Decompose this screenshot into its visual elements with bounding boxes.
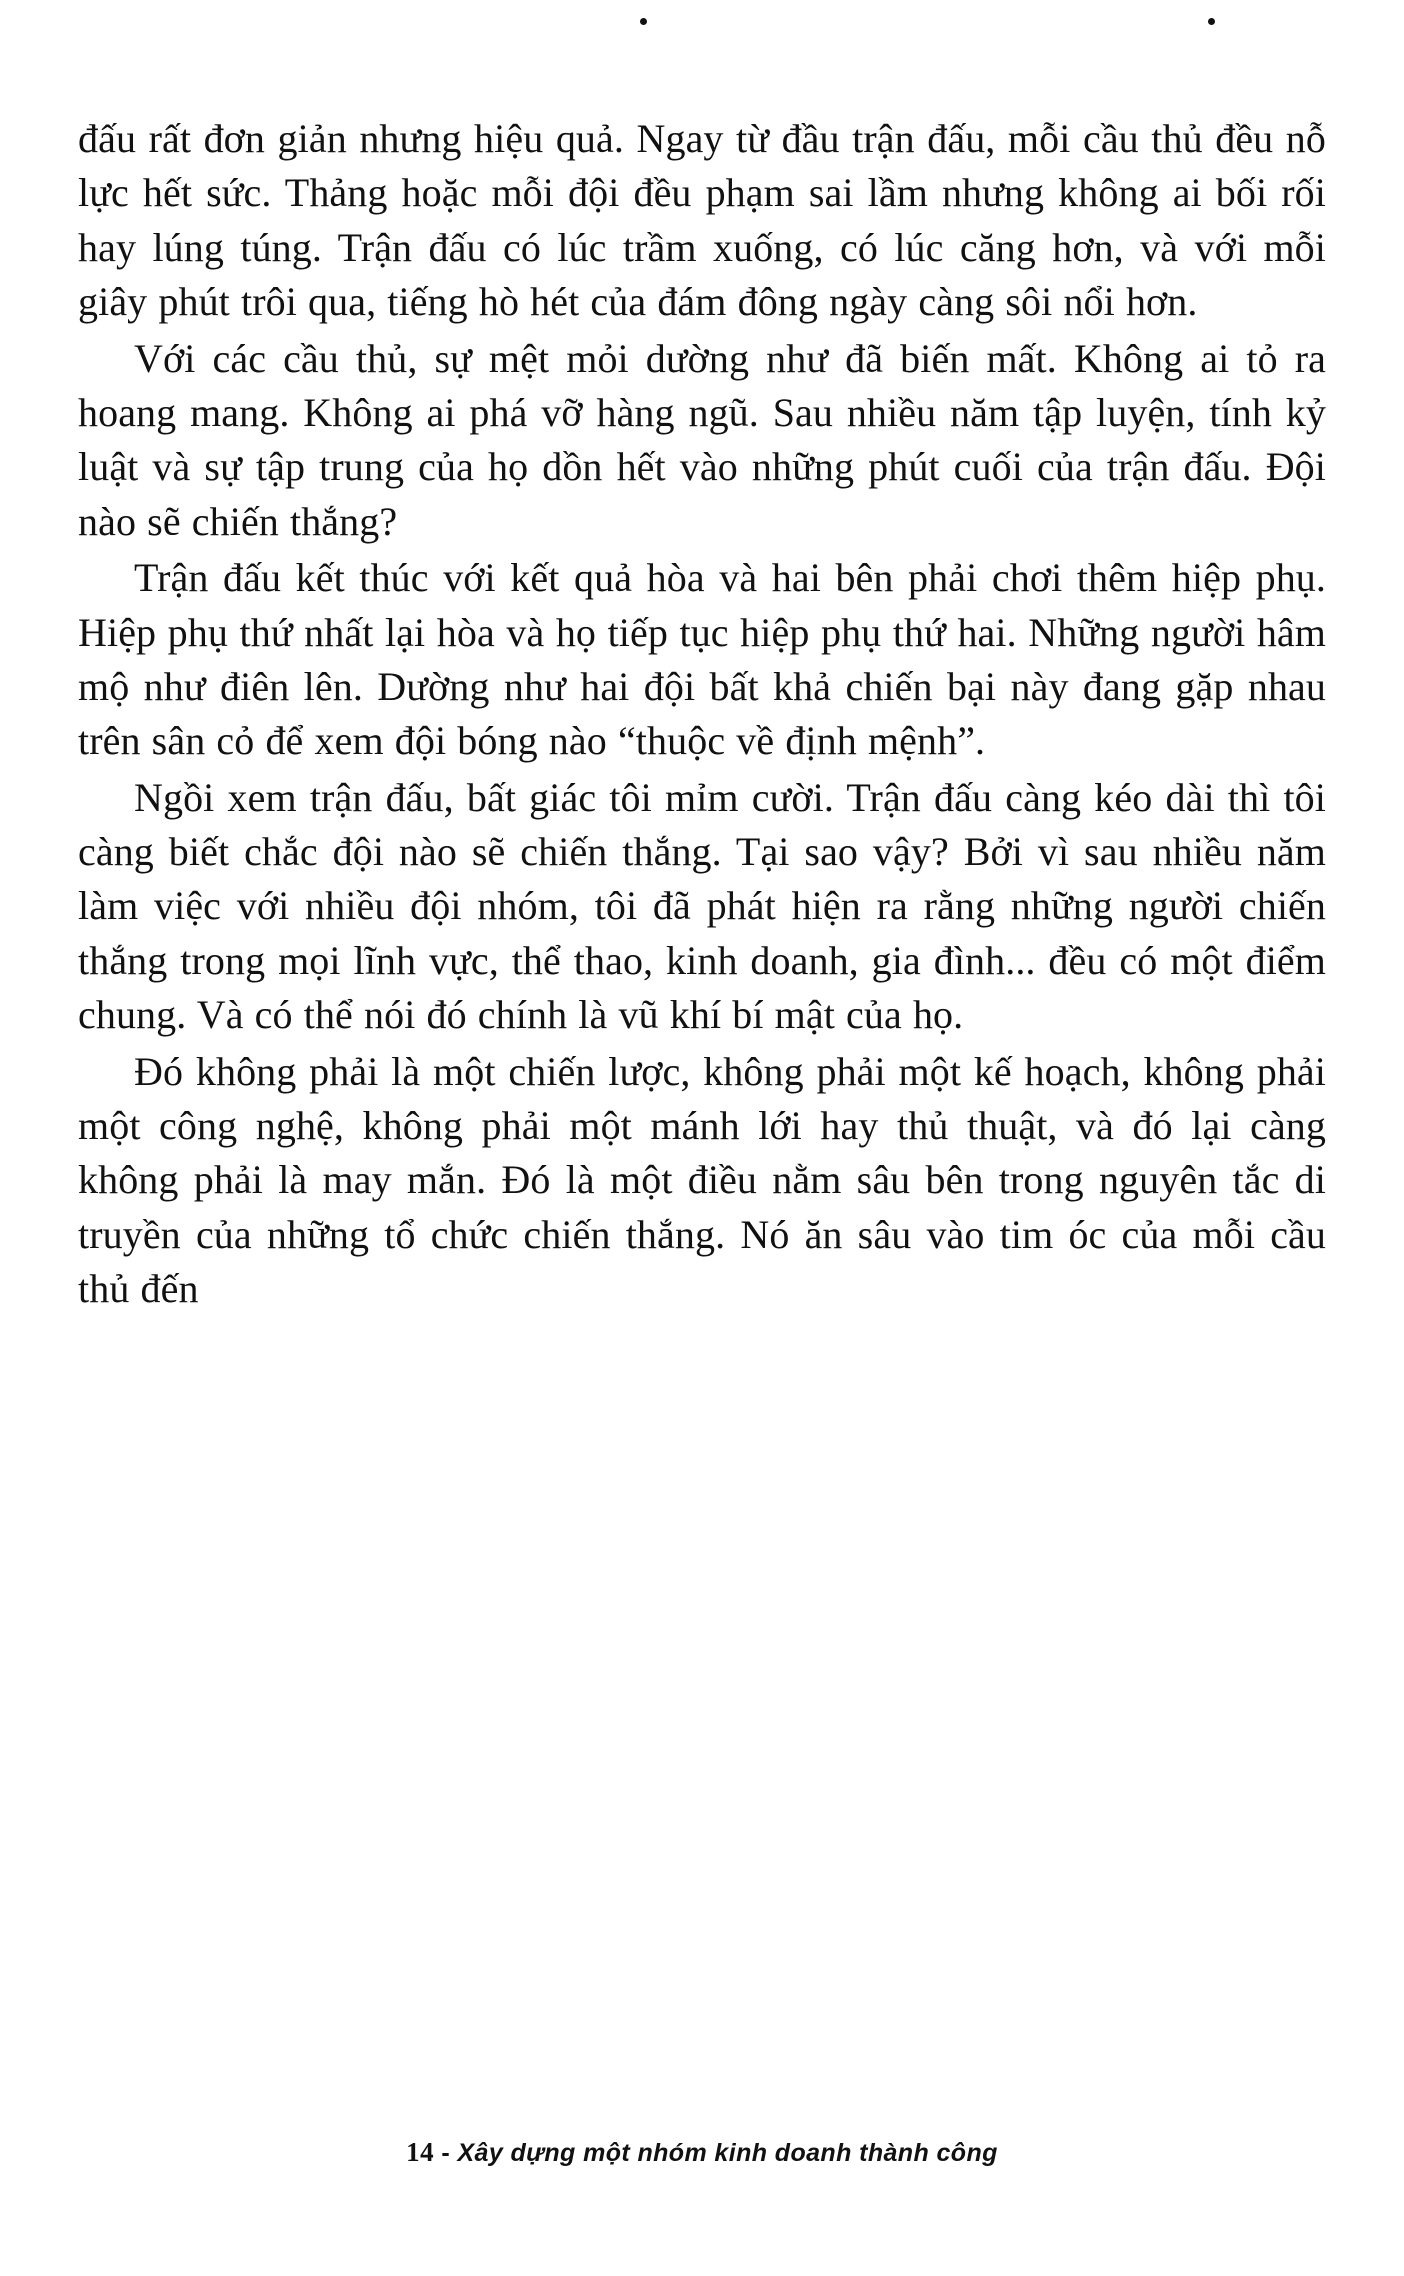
paragraph-3: Trận đấu kết thúc với kết quả hòa và hai bên phải chơi thêm hiệp phụ. Hiệp phụ thứ nhất lại hòa và họ tiếp tục hiệp phụ thứ hai. Những người hâm mộ như điên lên. Dường như hai đội bất khả chiến bại này đang gặp nhau trên sân cỏ để xem đội bóng nào “thuộc về định mệnh”. — [78, 555, 1326, 764]
page-body-text — [78, 112, 1326, 1319]
page-registration-marks — [0, 18, 1404, 38]
footer-separator: - — [441, 2139, 451, 2167]
paragraph-2: Với các cầu thủ, sự mệt mỏi dường như đã biến mất. Không ai tỏ ra hoang mang. Không ai phá vỡ hàng ngũ. Sau nhiều năm tập luyện, tính kỷ luật và sự tập trung của họ dồn hết vào những phút cuối của trận đấu. Đội nào sẽ chiến thắng? — [78, 335, 1326, 544]
page-footer — [0, 2137, 1404, 2168]
page-number: 14 — [406, 2137, 434, 2167]
registration-dot-right — [1208, 18, 1215, 25]
paragraph-4: Ngồi xem trận đấu, bất giác tôi mỉm cười. Trận đấu càng kéo dài thì tôi càng biết chắc đội nào sẽ chiến thắng. Tại sao vậy? Bởi vì sau nhiều năm làm việc với nhiều đội nhóm, tôi đã phát hiện ra rằng những người chiến thắng trong mọi lĩnh vực, thể thao, kinh doanh, gia đình... đều có một điểm chung. Và có thể nói đó chính là vũ khí bí mật của họ. — [78, 774, 1326, 1038]
paragraph-5: Đó không phải là một chiến lược, không phải một kế hoạch, không phải một công nghệ, không phải một mánh lới hay thủ thuật, và đó lại càng không phải là may mắn. Đó là một điều nằm sâu bên trong nguyên tắc di truyền của những tổ chức chiến thắng. Nó ăn sâu vào tim óc của mỗi cầu thủ đến — [78, 1048, 1326, 1312]
footer-book-title: Xây dựng một nhóm kinh doanh thành công — [457, 2139, 998, 2167]
registration-dot-left — [640, 18, 647, 25]
paragraph-1: đấu rất đơn giản nhưng hiệu quả. Ngay từ đầu trận đấu, mỗi cầu thủ đều nỗ lực hết sức. Thảng hoặc mỗi đội đều phạm sai lầm nhưng không ai bối rối hay lúng túng. Trận đấu có lúc trầm xuống, có lúc căng hơn, và với mỗi giây phút trôi qua, tiếng hò hét của đám đông ngày càng sôi nổi hơn. — [78, 116, 1326, 325]
